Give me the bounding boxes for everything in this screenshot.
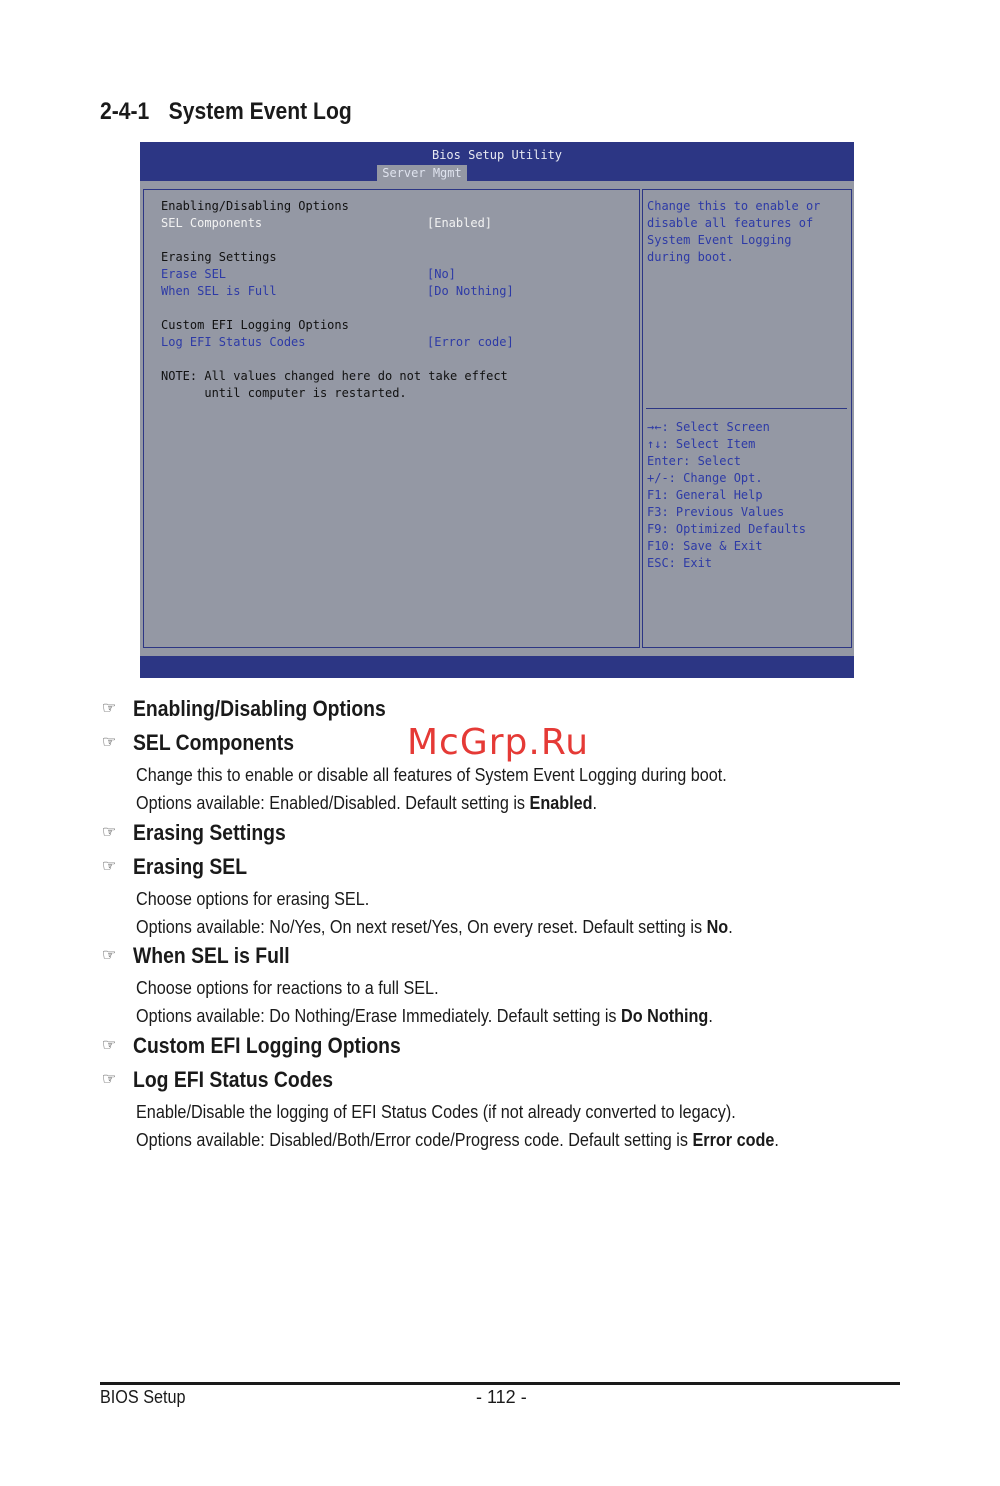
pointing-hand-icon: ☞	[102, 1037, 117, 1054]
when-full-description: Choose options for reactions to a full SEL.	[136, 978, 439, 998]
bios-key-f1: F1: General Help	[647, 488, 763, 502]
item-label: Erasing SEL	[133, 854, 248, 879]
bios-key-enter: Enter: Select	[647, 454, 741, 468]
pointing-hand-icon: ☞	[102, 947, 117, 964]
item-when-sel-full	[102, 943, 311, 969]
footer-section-name: BIOS Setup	[100, 1387, 186, 1407]
item-erasing-sel	[102, 854, 263, 880]
log-efi-description: Enable/Disable the logging of EFI Status Codes (if not already converted to legacy).	[136, 1102, 736, 1122]
item-label: Enabling/Disabling Options	[133, 696, 386, 721]
pointing-hand-icon: ☞	[102, 734, 117, 751]
bios-help-divider	[646, 408, 847, 409]
bios-log-efi-label: Log EFI Status Codes	[161, 335, 306, 349]
bios-when-full-value: [Do Nothing]	[427, 284, 514, 298]
bios-group-erasing: Erasing Settings	[161, 250, 277, 264]
bios-help-line-4: during boot.	[647, 250, 734, 264]
item-label: Custom EFI Logging Options	[133, 1033, 401, 1058]
item-log-efi	[102, 1067, 360, 1093]
item-label: Log EFI Status Codes	[133, 1067, 334, 1092]
item-label: When SEL is Full	[133, 943, 290, 968]
item-custom-efi	[102, 1033, 437, 1059]
sel-components-description: Change this to enable or disable all features of System Event Logging during boot.	[136, 765, 727, 785]
bios-key-f3: F3: Previous Values	[647, 505, 785, 519]
log-efi-options: Options available: Disabled/Both/Error code/Progress code. Default setting is Error code.	[136, 1130, 779, 1150]
bios-key-select-item: ↑↓: Select Item	[647, 437, 756, 451]
item-erasing-settings	[102, 820, 307, 846]
bios-when-full-label: When SEL is Full	[161, 284, 277, 298]
bios-help-line-1: Change this to enable or	[647, 199, 821, 213]
erasing-sel-description: Choose options for erasing SEL.	[136, 889, 370, 909]
bios-group-enabling: Enabling/Disabling Options	[161, 199, 349, 213]
section-name: System Event Log	[168, 98, 352, 125]
bios-note-line-2: until computer is restarted.	[161, 386, 407, 400]
bios-erase-sel-value: [No]	[427, 267, 456, 281]
bios-group-custom: Custom EFI Logging Options	[161, 318, 349, 332]
pointing-hand-icon: ☞	[102, 1071, 117, 1088]
pointing-hand-icon: ☞	[102, 700, 117, 717]
bios-sel-components-value: [Enabled]	[427, 216, 493, 230]
watermark: McGrp.Ru	[407, 722, 590, 763]
bios-note-line-1: NOTE: All values changed here do not take effect	[161, 369, 508, 383]
bios-utility-title: Bios Setup Utility	[431, 148, 563, 162]
bios-help-line-3: System Event Logging	[647, 233, 792, 247]
sel-components-options: Options available: Enabled/Disabled. Default setting is Enabled.	[136, 793, 598, 813]
default-value: Do Nothing	[621, 1006, 709, 1026]
section-number: 2-4-1	[100, 98, 150, 125]
default-value: Enabled	[529, 793, 593, 813]
when-full-options: Options available: Do Nothing/Erase Immediately. Default setting is Do Nothing.	[136, 1006, 713, 1026]
page-number: - 112 -	[476, 1387, 527, 1407]
bios-help-line-2: disable all features of	[647, 216, 814, 230]
item-sel-components	[102, 730, 316, 756]
bios-key-change-opt: +/-: Change Opt.	[647, 471, 763, 485]
footer-rule	[100, 1382, 900, 1385]
bios-key-f10: F10: Save & Exit	[647, 539, 763, 553]
item-label: Erasing Settings	[133, 820, 286, 845]
bios-erase-sel-label: Erase SEL	[161, 267, 227, 281]
bios-sel-components-label: SEL Components	[161, 216, 263, 230]
pointing-hand-icon: ☞	[102, 858, 117, 875]
bios-key-f9: F9: Optimized Defaults	[647, 522, 806, 536]
section-title	[100, 98, 352, 126]
bios-status-bar	[140, 656, 854, 678]
default-value: Error code	[692, 1130, 775, 1150]
bios-screenshot	[140, 142, 854, 678]
item-enabling-options	[102, 696, 420, 722]
item-label: SEL Components	[133, 730, 294, 755]
pointing-hand-icon: ☞	[102, 824, 117, 841]
bios-key-esc: ESC: Exit	[647, 556, 713, 570]
bios-log-efi-value: [Error code]	[427, 335, 514, 349]
bios-key-select-screen: →←: Select Screen	[647, 420, 770, 434]
default-value: No	[706, 917, 729, 937]
erasing-sel-options: Options available: No/Yes, On next reset/Yes, On every reset. Default setting is No.	[136, 917, 733, 937]
bios-tab-server-mgmt: Server Mgmt	[377, 165, 467, 181]
